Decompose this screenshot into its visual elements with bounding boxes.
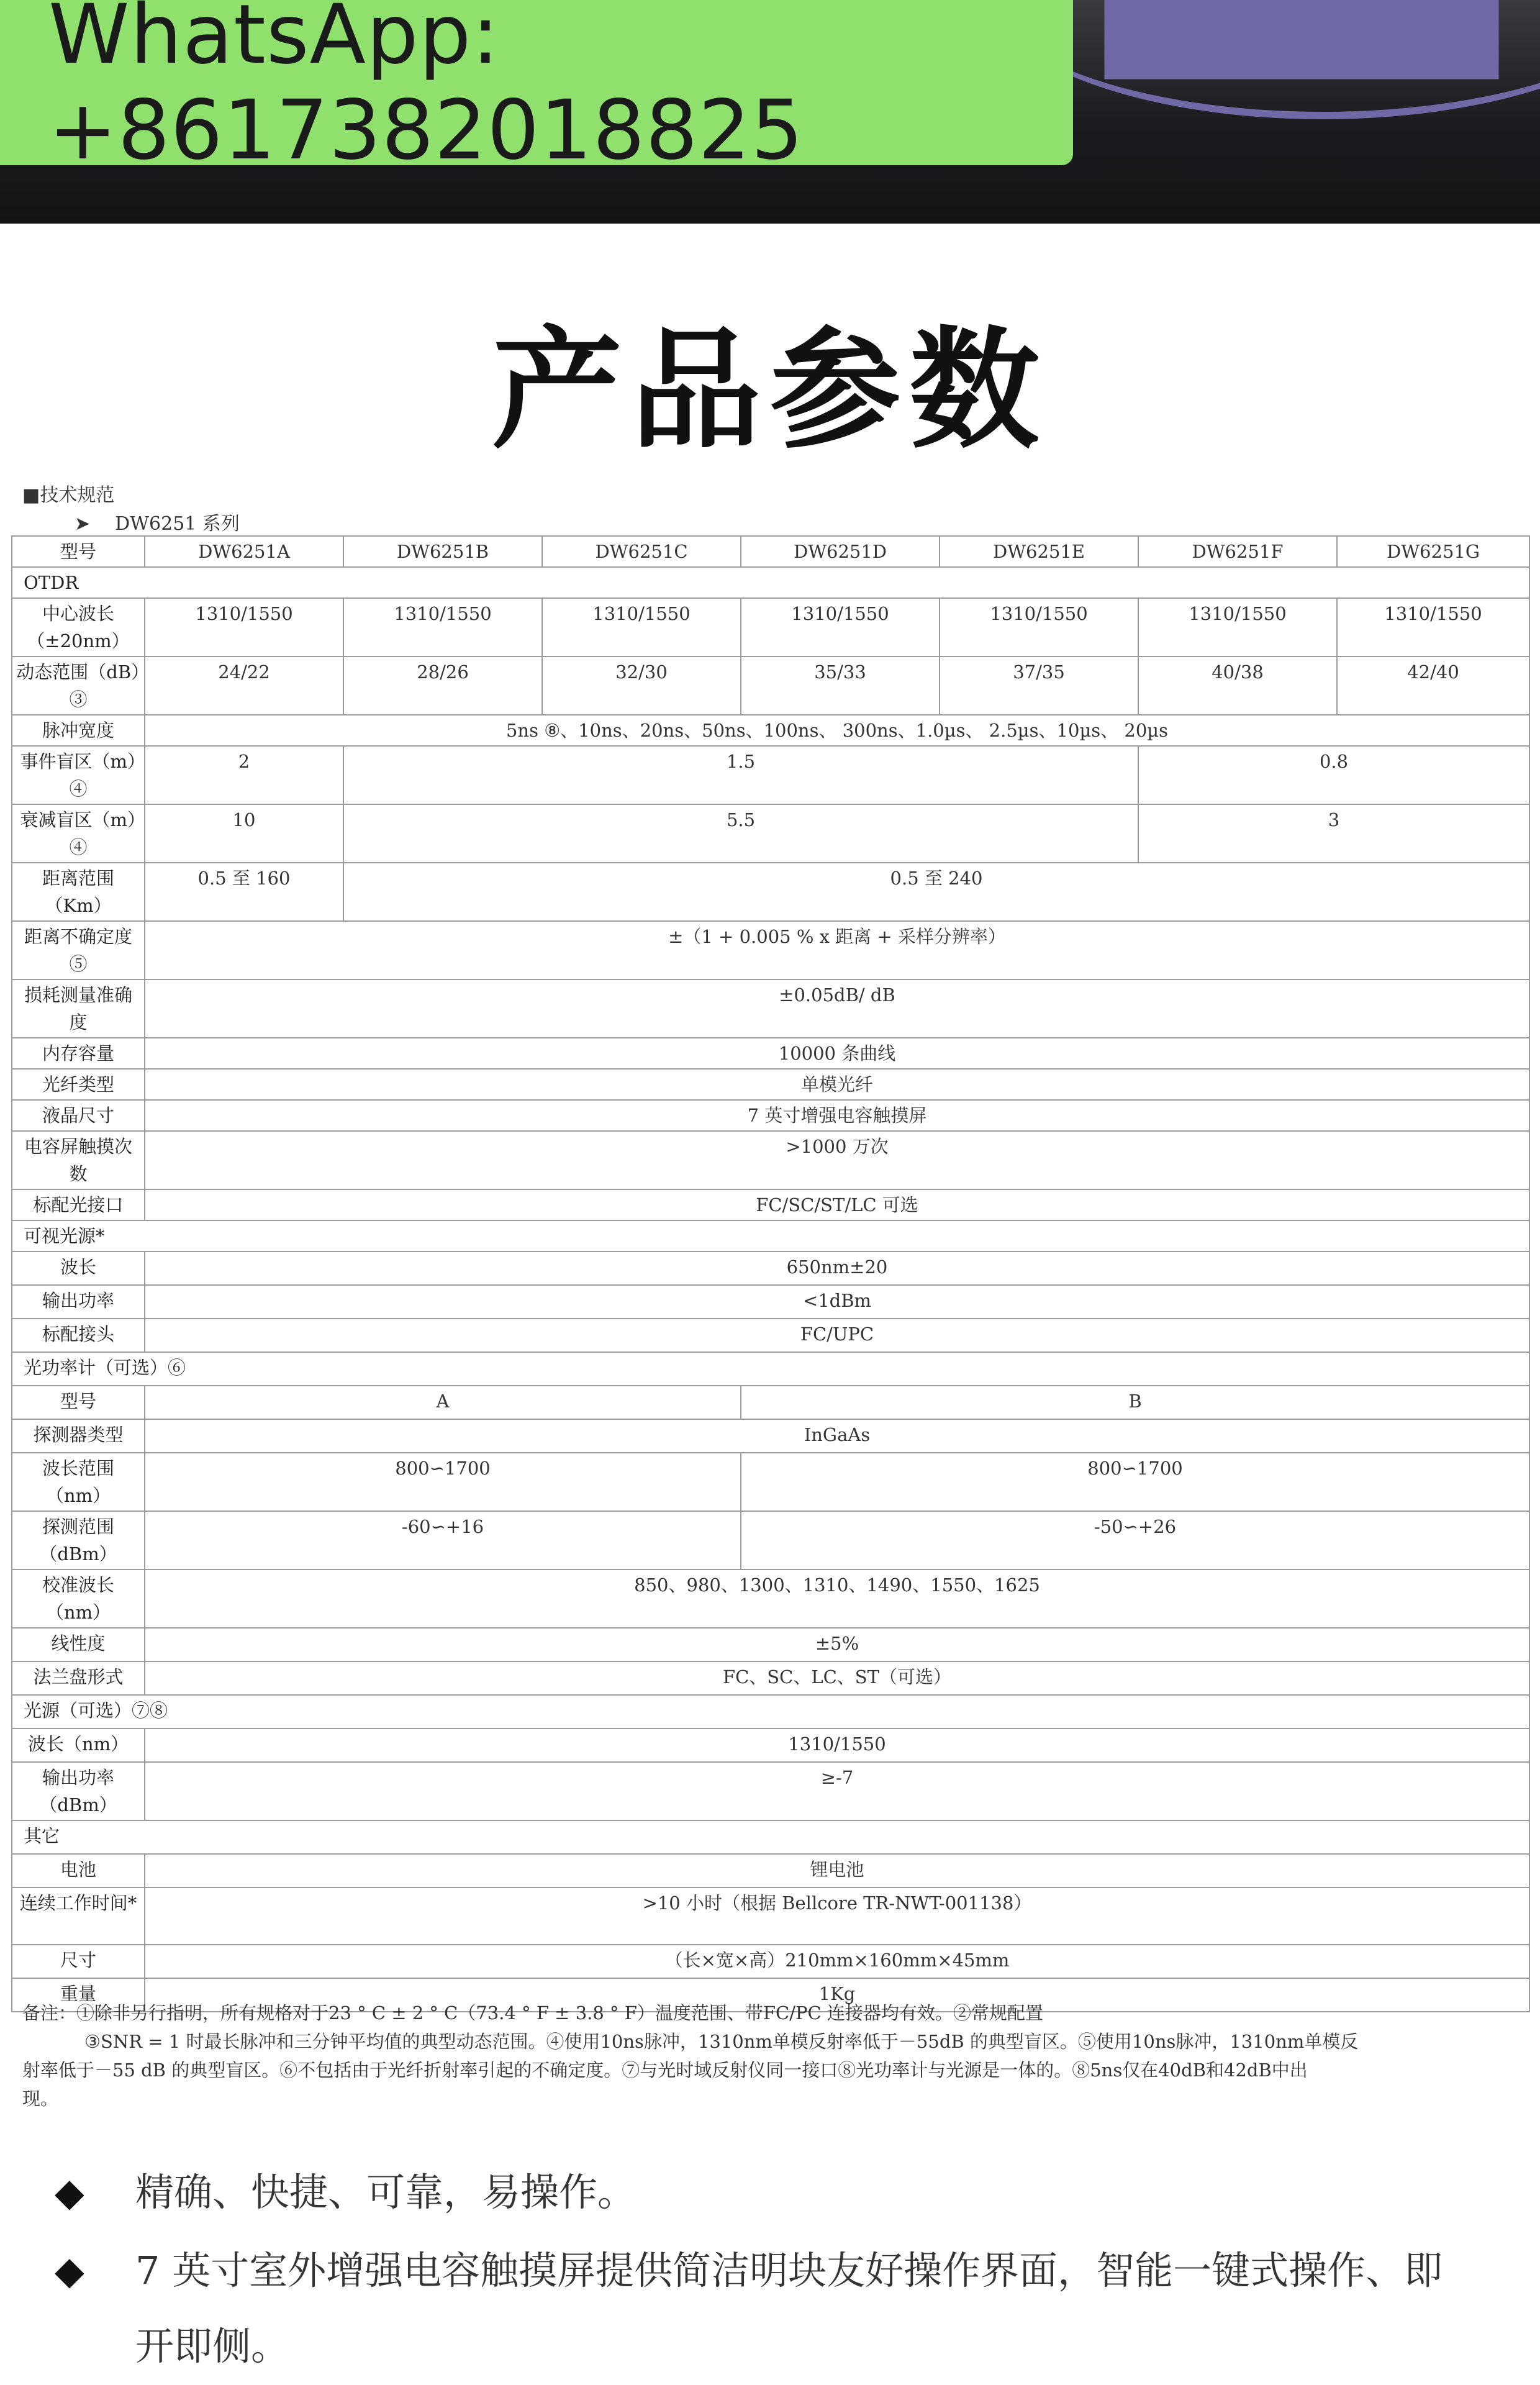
model-cell: DW6251F <box>1138 536 1337 567</box>
table-row <box>12 1820 1529 1854</box>
lcd-size-label: 液晶尺寸 <box>12 1100 145 1131</box>
detector-type-label: 探测器类型 <box>12 1419 145 1453</box>
table-row <box>12 1419 1529 1453</box>
touch-count-value: >1000 万次 <box>145 1131 1529 1189</box>
footnote-line: ③SNR = 1 时最长脉冲和三分钟平均值的典型动态范围。④使用10ns脉冲，1310nm单模反射率低于－55dB 的典型盲区。⑤使用10ns脉冲，1310nm单模反 <box>84 2031 1359 2052</box>
model-cell: DW6251A <box>145 536 343 567</box>
ls-wavelength-value: 1310/1550 <box>145 1729 1529 1762</box>
model-cell: DW6251D <box>741 536 940 567</box>
size-label: 尺寸 <box>12 1945 145 1978</box>
table-row <box>12 1252 1529 1285</box>
table-row <box>12 1352 1529 1386</box>
vfl-connector-value: FC/UPC <box>145 1319 1529 1352</box>
table-row <box>12 1189 1529 1220</box>
optical-port-value: FC/SC/ST/LC 可选 <box>145 1189 1529 1220</box>
feature-text-continued: 开即侧。 <box>135 2324 290 2369</box>
vfl-connector-label: 标配接头 <box>12 1319 145 1352</box>
fiber-type-value: 单模光纤 <box>145 1069 1529 1100</box>
diamond-bullet-icon: ◆ <box>55 2248 84 2293</box>
table-row <box>12 1131 1529 1189</box>
work-time-label: 连续工作时间* <box>12 1888 145 1945</box>
opm-model-cell: A <box>145 1386 741 1419</box>
attenuation-dead-zone-cell: 10 <box>145 804 343 863</box>
attenuation-dead-zone-label: 衰减盲区（m）④ <box>12 804 145 863</box>
calibration-wavelength-value: 850、980、1300、1310、1490、1550、1625 <box>145 1570 1529 1628</box>
table-row <box>12 1069 1529 1100</box>
table-row <box>12 1038 1529 1069</box>
attenuation-dead-zone-cell: 5.5 <box>343 804 1138 863</box>
optical-port-label: 标配光接口 <box>12 1189 145 1220</box>
arrow-icon: ➤ <box>75 513 91 535</box>
table-row <box>12 921 1529 979</box>
linearity-label: 线性度 <box>12 1628 145 1661</box>
dynamic-range-cell: 32/30 <box>542 656 741 715</box>
ls-wavelength-label: 波长（nm） <box>12 1729 145 1762</box>
wavelength-cell: 1310/1550 <box>741 598 940 656</box>
table-row <box>12 1854 1529 1888</box>
footnote-line: 射率低于－55 dB 的典型盲区。⑥不包括由于光纤折射率引起的不确定度。⑦与光时域反射仪同一接口⑧光功率计与光源是一体的。⑧5ns仅在40dB和42dB中出 <box>22 2060 1308 2081</box>
dynamic-range-cell: 24/22 <box>145 656 343 715</box>
series-label <box>75 508 240 535</box>
opm-wavelength-cell: 800∽1700 <box>145 1453 741 1511</box>
ls-power-value: ≥-7 <box>145 1762 1529 1820</box>
feature-item <box>55 2161 1502 2217</box>
memory-label: 内存容量 <box>12 1038 145 1069</box>
dynamic-range-cell: 37/35 <box>940 656 1138 715</box>
table-row <box>12 1888 1529 1945</box>
table-row <box>12 1386 1529 1419</box>
dynamic-range-cell: 28/26 <box>343 656 542 715</box>
wavelength-cell: 1310/1550 <box>1138 598 1337 656</box>
table-row <box>12 567 1529 598</box>
dynamic-range-cell: 40/38 <box>1138 656 1337 715</box>
page-title: 产品参数 <box>491 314 1048 466</box>
loss-accuracy-value: ±0.05dB/ dB <box>145 979 1529 1038</box>
calibration-wavelength-label: 校准波长（nm） <box>12 1570 145 1628</box>
section-other: 其它 <box>12 1820 1529 1854</box>
loss-accuracy-label: 损耗测量准确度 <box>12 979 145 1038</box>
wavelength-cell: 1310/1550 <box>343 598 542 656</box>
table-row <box>12 715 1529 746</box>
event-dead-zone-cell: 2 <box>145 746 343 804</box>
diamond-bullet-icon: ◆ <box>55 2169 84 2215</box>
table-row <box>12 979 1529 1038</box>
distance-range-label: 距离范围（Km） <box>12 863 145 921</box>
table-row <box>12 1729 1529 1762</box>
table-row <box>12 1285 1529 1319</box>
fiber-type-label: 光纤类型 <box>12 1069 145 1100</box>
whatsapp-contact-banner <box>0 0 1073 178</box>
table-row <box>12 1762 1529 1820</box>
table-row <box>12 1695 1529 1729</box>
table-row <box>12 1945 1529 1978</box>
footnote-line: 备注：①除非另行指明，所有规格对于23 ° C ± 2 ° C（73.4 ° F ± 3.8 ° F）温度范围、带FC/PC 连接器均有效。②常规配置 <box>22 2002 1043 2024</box>
lcd-size-value: 7 英寸增强电容触摸屏 <box>145 1100 1529 1131</box>
distance-uncertainty-value: ±（1 + 0.005 % x 距离 + 采样分辨率） <box>145 921 1529 979</box>
series-name: DW6251 系列 <box>115 513 240 535</box>
flange-label: 法兰盘形式 <box>12 1661 145 1695</box>
table-row <box>12 1220 1529 1252</box>
vfl-wavelength-value: 650nm±20 <box>145 1252 1529 1285</box>
event-dead-zone-cell: 0.8 <box>1138 746 1529 804</box>
spec-table <box>11 535 1530 2012</box>
section-visual-fault-locator: 可视光源* <box>12 1220 1529 1252</box>
weight-value: 1Kg <box>145 1978 1529 2012</box>
battery-value: 锂电池 <box>145 1854 1529 1888</box>
table-row <box>12 1100 1529 1131</box>
memory-value: 10000 条曲线 <box>145 1038 1529 1069</box>
pulse-width-label: 脉冲宽度 <box>12 715 145 746</box>
wavelength-cell: 1310/1550 <box>542 598 741 656</box>
table-row <box>12 1661 1529 1695</box>
touch-count-label: 电容屏触摸次数 <box>12 1131 145 1189</box>
table-row <box>12 1453 1529 1511</box>
dynamic-range-label: 动态范围（dB）③ <box>12 656 145 715</box>
dynamic-range-cell: 42/40 <box>1337 656 1529 715</box>
opm-wavelength-cell: 800∽1700 <box>741 1453 1529 1511</box>
opm-wavelength-label: 波长范围（nm） <box>12 1453 145 1511</box>
size-value: （长×宽×高）210mm×160mm×45mm <box>145 1945 1529 1978</box>
flange-value: FC、SC、LC、ST（可选） <box>145 1661 1529 1695</box>
detector-type-value: InGaAs <box>145 1419 1529 1453</box>
dynamic-range-cell: 35/33 <box>741 656 940 715</box>
footnotes <box>22 1999 1538 2113</box>
table-row <box>12 598 1529 656</box>
wavelength-cell: 1310/1550 <box>940 598 1138 656</box>
table-row <box>12 1319 1529 1352</box>
pulse-width-value: 5ns ⑧、10ns、20ns、50ns、100ns、 300ns、1.0µs、 2.5µs、10µs、 20µs <box>145 715 1529 746</box>
table-row <box>12 536 1529 567</box>
opm-model-cell: B <box>741 1386 1529 1419</box>
section-otdr: OTDR <box>12 567 1529 598</box>
section-light-source: 光源（可选）⑦⑧ <box>12 1695 1529 1729</box>
model-label: 型号 <box>12 536 145 567</box>
table-row <box>12 746 1529 804</box>
distance-uncertainty-label: 距离不确定度⑤ <box>12 921 145 979</box>
table-row <box>12 1570 1529 1628</box>
wavelength-label: 中心波长（±20nm） <box>12 598 145 656</box>
distance-range-cell: 0.5 至 240 <box>343 863 1529 921</box>
whatsapp-contact-text: WhatsApp: +8617382018825 <box>48 0 804 178</box>
feature-item <box>55 2240 1502 2295</box>
weight-label: 重量 <box>12 1978 145 2012</box>
vfl-power-label: 输出功率 <box>12 1285 145 1319</box>
model-cell: DW6251G <box>1337 536 1529 567</box>
event-dead-zone-label: 事件盲区（m）④ <box>12 746 145 804</box>
ls-power-label: 输出功率（dBm） <box>12 1762 145 1820</box>
table-row <box>12 656 1529 715</box>
table-row <box>12 804 1529 863</box>
table-row <box>12 863 1529 921</box>
section-title: ■技术规范 <box>22 484 115 506</box>
vfl-power-value: <1dBm <box>145 1285 1529 1319</box>
table-row <box>12 1628 1529 1661</box>
opm-range-label: 探测范围（dBm） <box>12 1511 145 1570</box>
opm-range-cell: -60∽+16 <box>145 1511 741 1570</box>
opm-range-cell: -50∽+26 <box>741 1511 1529 1570</box>
work-time-value: >10 小时（根据 Bellcore TR-NWT-001138） <box>145 1888 1529 1945</box>
model-cell: DW6251C <box>542 536 741 567</box>
section-power-meter: 光功率计（可选）⑥ <box>12 1352 1529 1386</box>
event-dead-zone-cell: 1.5 <box>343 746 1138 804</box>
model-cell: DW6251E <box>940 536 1138 567</box>
attenuation-dead-zone-cell: 3 <box>1138 804 1529 863</box>
distance-range-cell: 0.5 至 160 <box>145 863 343 921</box>
feature-text: 7 英寸室外增强电容触摸屏提供简洁明块友好操作界面，智能一键式操作、即 <box>135 2248 1443 2293</box>
table-row <box>12 1511 1529 1570</box>
battery-label: 电池 <box>12 1854 145 1888</box>
footnote-line: 现。 <box>22 2088 59 2109</box>
opm-model-label: 型号 <box>12 1386 145 1419</box>
wavelength-cell: 1310/1550 <box>1337 598 1529 656</box>
feature-text: 精确、快捷、可靠，易操作。 <box>135 2169 636 2215</box>
linearity-value: ±5% <box>145 1628 1529 1661</box>
model-cell: DW6251B <box>343 536 542 567</box>
vfl-wavelength-label: 波长 <box>12 1252 145 1285</box>
wavelength-cell: 1310/1550 <box>145 598 343 656</box>
